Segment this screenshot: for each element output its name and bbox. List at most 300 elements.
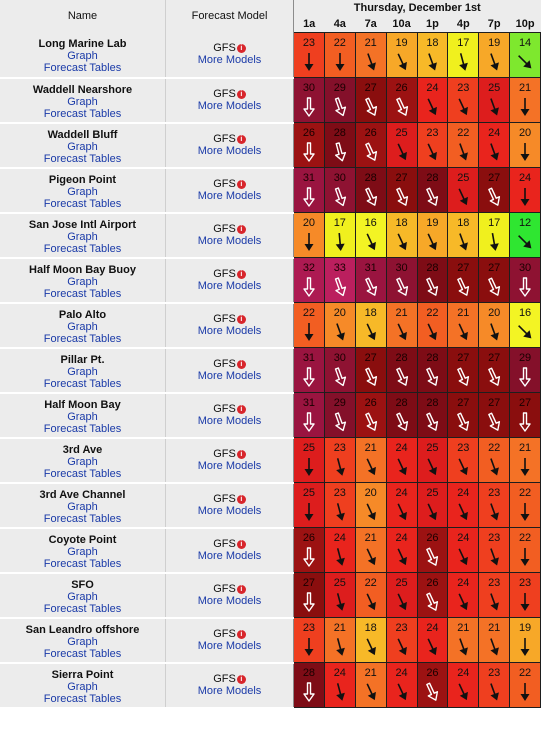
forecast-value: 24 bbox=[457, 667, 470, 679]
forecast-cell[interactable] bbox=[479, 123, 510, 168]
forecast-tables-link[interactable]: Forecast Tables bbox=[43, 512, 122, 525]
forecast-cell[interactable] bbox=[386, 573, 417, 618]
forecast-tables-link[interactable]: Forecast Tables bbox=[43, 242, 122, 255]
forecast-tables-link[interactable]: Forecast Tables bbox=[43, 107, 122, 120]
wind-direction-arrow-icon bbox=[299, 51, 319, 73]
graph-link[interactable]: Graph bbox=[67, 185, 98, 198]
wind-direction-arrow-icon bbox=[484, 51, 504, 73]
forecast-value: 28 bbox=[364, 172, 377, 184]
wind-direction-arrow-icon bbox=[330, 546, 350, 568]
forecast-value: 31 bbox=[302, 397, 316, 409]
info-icon[interactable]: i bbox=[237, 675, 246, 684]
forecast-cell[interactable] bbox=[448, 438, 479, 483]
forecast-value: 17 bbox=[457, 37, 470, 49]
forecast-cell[interactable] bbox=[417, 123, 448, 168]
wind-direction-arrow-icon bbox=[361, 681, 381, 703]
forecast-cell[interactable] bbox=[510, 303, 541, 348]
forecast-cell[interactable] bbox=[417, 303, 448, 348]
model-cell bbox=[166, 483, 294, 528]
forecast-value: 24 bbox=[333, 532, 346, 544]
forecast-value: 28 bbox=[426, 352, 439, 364]
wind-direction-arrow-icon bbox=[484, 276, 504, 298]
forecast-cell[interactable] bbox=[448, 168, 479, 213]
forecast-value: 31 bbox=[302, 172, 316, 184]
forecast-cell[interactable] bbox=[386, 168, 417, 213]
info-icon[interactable]: i bbox=[237, 90, 246, 99]
wind-direction-arrow-icon bbox=[392, 276, 412, 298]
more-models-link[interactable]: More Models bbox=[197, 594, 262, 607]
forecast-value: 19 bbox=[488, 37, 501, 49]
model-name: GFS bbox=[213, 87, 236, 100]
station-row bbox=[0, 303, 541, 348]
forecast-value: 16 bbox=[364, 217, 377, 229]
forecast-cell[interactable] bbox=[355, 348, 386, 393]
station-row bbox=[0, 438, 541, 483]
wind-direction-arrow-icon bbox=[484, 411, 504, 433]
forecast-value: 16 bbox=[518, 307, 532, 319]
forecast-cell[interactable] bbox=[510, 213, 541, 258]
info-icon[interactable]: i bbox=[237, 135, 246, 144]
forecast-value: 24 bbox=[457, 487, 470, 499]
forecast-cell[interactable] bbox=[386, 438, 417, 483]
forecast-cell[interactable] bbox=[417, 663, 448, 708]
wind-direction-arrow-icon bbox=[299, 681, 319, 703]
forecast-cell[interactable] bbox=[324, 528, 355, 573]
station-row bbox=[0, 663, 541, 708]
wind-direction-arrow-icon bbox=[484, 591, 504, 613]
forecast-cell[interactable] bbox=[417, 438, 448, 483]
forecast-cell[interactable] bbox=[448, 348, 479, 393]
forecast-cell[interactable] bbox=[386, 213, 417, 258]
wind-direction-arrow-icon bbox=[392, 591, 412, 613]
forecast-value: 22 bbox=[518, 487, 532, 499]
more-models-link[interactable]: More Models bbox=[197, 684, 262, 697]
wind-direction-arrow-icon bbox=[515, 411, 535, 433]
forecast-value: 30 bbox=[518, 262, 532, 274]
forecast-cell[interactable] bbox=[294, 663, 325, 708]
forecast-value: 22 bbox=[333, 37, 346, 49]
forecast-cell[interactable] bbox=[479, 618, 510, 663]
forecast-cell[interactable] bbox=[294, 438, 325, 483]
forecast-cell[interactable] bbox=[479, 303, 510, 348]
info-icon[interactable]: i bbox=[237, 450, 246, 459]
forecast-cell[interactable] bbox=[510, 618, 541, 663]
station-name-cell bbox=[0, 78, 166, 123]
wind-direction-arrow-icon bbox=[299, 321, 319, 343]
forecast-cell[interactable] bbox=[510, 663, 541, 708]
forecast-cell[interactable] bbox=[355, 573, 386, 618]
info-icon[interactable]: i bbox=[237, 585, 246, 594]
forecast-cell[interactable] bbox=[355, 438, 386, 483]
forecast-cell[interactable] bbox=[355, 393, 386, 438]
forecast-cell[interactable] bbox=[294, 303, 325, 348]
forecast-cell[interactable] bbox=[448, 123, 479, 168]
wind-direction-arrow-icon bbox=[392, 51, 412, 73]
forecast-cell[interactable] bbox=[324, 168, 355, 213]
more-models-link[interactable]: More Models bbox=[197, 234, 262, 247]
forecast-cell[interactable] bbox=[294, 348, 325, 393]
forecast-cell[interactable] bbox=[324, 303, 355, 348]
forecast-cell[interactable] bbox=[448, 663, 479, 708]
forecast-cell[interactable] bbox=[479, 258, 510, 303]
forecast-cell[interactable] bbox=[355, 123, 386, 168]
wind-direction-arrow-icon bbox=[422, 591, 442, 613]
forecast-cell[interactable] bbox=[417, 213, 448, 258]
forecast-cell[interactable] bbox=[510, 78, 541, 123]
forecast-cell[interactable] bbox=[324, 78, 355, 123]
forecast-cell[interactable] bbox=[386, 483, 417, 528]
forecast-cell[interactable] bbox=[510, 123, 541, 168]
forecast-tables-link[interactable]: Forecast Tables bbox=[43, 467, 122, 480]
forecast-value: 21 bbox=[457, 622, 470, 634]
time-header-4a: 4a bbox=[324, 16, 355, 33]
wind-direction-arrow-icon bbox=[361, 51, 381, 73]
graph-link[interactable]: Graph bbox=[67, 49, 98, 62]
wind-direction-arrow-icon bbox=[422, 501, 442, 523]
forecast-value: 23 bbox=[457, 442, 470, 454]
forecast-value: 21 bbox=[518, 442, 532, 454]
time-header-7a: 7a bbox=[355, 16, 386, 33]
forecast-cell[interactable] bbox=[448, 213, 479, 258]
wind-direction-arrow-icon bbox=[330, 186, 350, 208]
station-name-cell bbox=[0, 618, 166, 663]
forecast-tables-link[interactable]: Forecast Tables bbox=[43, 692, 122, 705]
forecast-cell[interactable] bbox=[448, 618, 479, 663]
wind-direction-arrow-icon bbox=[330, 96, 350, 118]
forecast-cell[interactable] bbox=[386, 33, 417, 78]
forecast-value: 25 bbox=[426, 442, 439, 454]
wind-direction-arrow-icon bbox=[330, 411, 350, 433]
graph-link[interactable]: Graph bbox=[67, 365, 98, 378]
graph-link[interactable]: Graph bbox=[67, 680, 98, 693]
forecast-cell[interactable] bbox=[479, 663, 510, 708]
more-models-link[interactable]: More Models bbox=[197, 99, 262, 112]
model-cell bbox=[166, 78, 294, 123]
forecast-cell[interactable] bbox=[355, 33, 386, 78]
forecast-cell[interactable] bbox=[479, 168, 510, 213]
forecast-cell[interactable] bbox=[510, 573, 541, 618]
forecast-value: 21 bbox=[364, 667, 377, 679]
graph-link[interactable]: Graph bbox=[67, 275, 98, 288]
graph-link[interactable]: Graph bbox=[67, 320, 98, 333]
forecast-cell[interactable] bbox=[324, 213, 355, 258]
forecast-cell[interactable] bbox=[417, 528, 448, 573]
forecast-tables-link[interactable]: Forecast Tables bbox=[43, 61, 122, 74]
forecast-cell[interactable] bbox=[417, 348, 448, 393]
graph-link[interactable]: Graph bbox=[67, 230, 98, 243]
forecast-cell[interactable] bbox=[386, 393, 417, 438]
wind-direction-arrow-icon bbox=[484, 501, 504, 523]
model-name: GFS bbox=[213, 312, 236, 325]
forecast-value: 26 bbox=[395, 82, 408, 94]
more-models-link[interactable]: More Models bbox=[197, 459, 262, 472]
forecast-value: 25 bbox=[302, 442, 316, 454]
graph-link[interactable]: Graph bbox=[67, 545, 98, 558]
forecast-cell[interactable] bbox=[417, 33, 448, 78]
info-icon[interactable]: i bbox=[237, 360, 246, 369]
forecast-value: 26 bbox=[302, 532, 316, 544]
info-icon[interactable]: i bbox=[237, 540, 246, 549]
forecast-cell[interactable] bbox=[417, 618, 448, 663]
forecast-cell[interactable] bbox=[324, 438, 355, 483]
wind-direction-arrow-icon bbox=[484, 456, 504, 478]
station-row bbox=[0, 33, 541, 78]
wind-direction-arrow-icon bbox=[361, 636, 381, 658]
forecast-cell[interactable] bbox=[479, 438, 510, 483]
forecast-cell[interactable] bbox=[417, 258, 448, 303]
time-header-10p: 10p bbox=[510, 16, 541, 33]
forecast-cell[interactable] bbox=[355, 528, 386, 573]
forecast-cell[interactable] bbox=[294, 483, 325, 528]
forecast-cell[interactable] bbox=[417, 78, 448, 123]
forecast-cell[interactable] bbox=[417, 483, 448, 528]
forecast-cell[interactable] bbox=[448, 78, 479, 123]
wind-direction-arrow-icon bbox=[392, 96, 412, 118]
wind-direction-arrow-icon bbox=[453, 276, 473, 298]
forecast-cell[interactable] bbox=[510, 168, 541, 213]
station-row bbox=[0, 483, 541, 528]
forecast-cell[interactable] bbox=[386, 78, 417, 123]
forecast-value: 22 bbox=[426, 307, 439, 319]
forecast-value: 27 bbox=[457, 262, 470, 274]
forecast-tables-link[interactable]: Forecast Tables bbox=[43, 377, 122, 390]
station-name: Long Marine Lab bbox=[38, 37, 127, 50]
more-models-link[interactable]: More Models bbox=[197, 144, 262, 157]
forecast-tables-link[interactable]: Forecast Tables bbox=[43, 287, 122, 300]
info-icon[interactable]: i bbox=[237, 180, 246, 189]
more-models-link[interactable]: More Models bbox=[197, 504, 262, 517]
model-cell bbox=[166, 258, 294, 303]
forecast-cell[interactable] bbox=[386, 528, 417, 573]
forecast-cell[interactable] bbox=[294, 168, 325, 213]
forecast-cell[interactable] bbox=[294, 573, 325, 618]
time-header-10a: 10a bbox=[386, 16, 417, 33]
forecast-cell[interactable] bbox=[294, 123, 325, 168]
forecast-tables-link[interactable]: Forecast Tables bbox=[43, 152, 122, 165]
forecast-cell[interactable] bbox=[448, 573, 479, 618]
forecast-value: 22 bbox=[457, 127, 470, 139]
wind-direction-arrow-icon bbox=[515, 546, 535, 568]
forecast-cell[interactable] bbox=[448, 528, 479, 573]
wind-direction-arrow-icon bbox=[453, 456, 473, 478]
forecast-cell[interactable] bbox=[324, 258, 355, 303]
forecast-tables-link[interactable]: Forecast Tables bbox=[43, 557, 122, 570]
wind-direction-arrow-icon bbox=[422, 51, 442, 73]
forecast-cell[interactable] bbox=[324, 348, 355, 393]
forecast-value: 27 bbox=[364, 82, 377, 94]
forecast-cell[interactable] bbox=[510, 438, 541, 483]
info-icon[interactable]: i bbox=[237, 630, 246, 639]
forecast-value: 30 bbox=[333, 352, 346, 364]
station-row bbox=[0, 573, 541, 618]
forecast-cell[interactable] bbox=[324, 33, 355, 78]
wind-direction-arrow-icon bbox=[330, 636, 350, 658]
forecast-cell[interactable] bbox=[479, 528, 510, 573]
forecast-cell[interactable] bbox=[386, 618, 417, 663]
station-name-cell bbox=[0, 168, 166, 213]
info-icon[interactable]: i bbox=[237, 270, 246, 279]
wind-direction-arrow-icon bbox=[515, 366, 535, 388]
forecast-cell[interactable] bbox=[417, 168, 448, 213]
forecast-cell[interactable] bbox=[479, 33, 510, 78]
forecast-value: 23 bbox=[302, 37, 316, 49]
graph-link[interactable]: Graph bbox=[67, 500, 98, 513]
forecast-cell[interactable] bbox=[355, 483, 386, 528]
forecast-cell[interactable] bbox=[324, 483, 355, 528]
forecast-value: 23 bbox=[333, 442, 346, 454]
time-header-7p: 7p bbox=[479, 16, 510, 33]
wind-direction-arrow-icon bbox=[330, 501, 350, 523]
forecast-value: 14 bbox=[518, 37, 532, 49]
forecast-tables-link[interactable]: Forecast Tables bbox=[43, 602, 122, 615]
forecast-cell[interactable] bbox=[448, 393, 479, 438]
info-icon[interactable]: i bbox=[237, 315, 246, 324]
forecast-cell[interactable] bbox=[355, 78, 386, 123]
graph-link[interactable]: Graph bbox=[67, 455, 98, 468]
forecast-value: 20 bbox=[488, 307, 501, 319]
forecast-cell[interactable] bbox=[294, 618, 325, 663]
forecast-value: 24 bbox=[426, 82, 439, 94]
forecast-cell[interactable] bbox=[417, 573, 448, 618]
forecast-tables-link[interactable]: Forecast Tables bbox=[43, 332, 122, 345]
forecast-cell[interactable] bbox=[386, 348, 417, 393]
forecast-cell[interactable] bbox=[324, 573, 355, 618]
model-cell bbox=[166, 168, 294, 213]
forecast-cell[interactable] bbox=[510, 528, 541, 573]
forecast-cell[interactable] bbox=[294, 213, 325, 258]
forecast-cell[interactable] bbox=[386, 123, 417, 168]
wind-direction-arrow-icon bbox=[392, 321, 412, 343]
forecast-cell[interactable] bbox=[355, 618, 386, 663]
station-rows bbox=[0, 33, 541, 708]
forecast-cell[interactable] bbox=[355, 213, 386, 258]
forecast-cell[interactable] bbox=[448, 33, 479, 78]
wind-direction-arrow-icon bbox=[299, 546, 319, 568]
station-row bbox=[0, 393, 541, 438]
forecast-cell[interactable] bbox=[355, 303, 386, 348]
wind-direction-arrow-icon bbox=[453, 501, 473, 523]
more-models-link[interactable]: More Models bbox=[197, 639, 262, 652]
forecast-cell[interactable] bbox=[510, 483, 541, 528]
more-models-link[interactable]: More Models bbox=[197, 549, 262, 562]
forecast-value: 29 bbox=[333, 397, 346, 409]
forecast-value: 25 bbox=[488, 82, 501, 94]
forecast-value: 21 bbox=[488, 622, 501, 634]
wind-direction-arrow-icon bbox=[453, 186, 473, 208]
forecast-value: 29 bbox=[333, 82, 346, 94]
wind-direction-arrow-icon bbox=[361, 276, 381, 298]
forecast-cell[interactable] bbox=[479, 573, 510, 618]
forecast-cell[interactable] bbox=[386, 258, 417, 303]
forecast-value: 27 bbox=[518, 397, 532, 409]
wind-direction-arrow-icon bbox=[330, 321, 350, 343]
wind-direction-arrow-icon bbox=[422, 681, 442, 703]
forecast-cell[interactable] bbox=[448, 303, 479, 348]
wind-direction-arrow-icon bbox=[515, 51, 535, 73]
forecast-cell[interactable] bbox=[510, 393, 541, 438]
forecast-cell[interactable] bbox=[294, 33, 325, 78]
more-models-link[interactable]: More Models bbox=[197, 53, 262, 66]
info-icon[interactable]: i bbox=[237, 495, 246, 504]
forecast-tables-link[interactable]: Forecast Tables bbox=[43, 647, 122, 660]
forecast-cell[interactable] bbox=[417, 393, 448, 438]
station-row bbox=[0, 258, 541, 303]
wind-direction-arrow-icon bbox=[392, 186, 412, 208]
forecast-cell[interactable] bbox=[479, 483, 510, 528]
forecast-cell[interactable] bbox=[355, 258, 386, 303]
wind-direction-arrow-icon bbox=[453, 546, 473, 568]
station-name: 3rd Ave Channel bbox=[39, 488, 126, 501]
station-row bbox=[0, 618, 541, 663]
info-icon[interactable]: i bbox=[237, 405, 246, 414]
graph-link[interactable]: Graph bbox=[67, 410, 98, 423]
graph-link[interactable]: Graph bbox=[67, 635, 98, 648]
forecast-cell[interactable] bbox=[355, 168, 386, 213]
graph-link[interactable]: Graph bbox=[67, 140, 98, 153]
wind-direction-arrow-icon bbox=[484, 231, 504, 253]
forecast-cell[interactable] bbox=[386, 663, 417, 708]
wind-direction-arrow-icon bbox=[361, 96, 381, 118]
forecast-cell[interactable] bbox=[324, 663, 355, 708]
graph-link[interactable]: Graph bbox=[67, 590, 98, 603]
more-models-link[interactable]: More Models bbox=[197, 189, 262, 202]
forecast-value: 12 bbox=[518, 217, 532, 229]
more-models-link[interactable]: More Models bbox=[197, 279, 262, 292]
forecast-value: 23 bbox=[488, 667, 501, 679]
forecast-cell[interactable] bbox=[355, 663, 386, 708]
info-icon[interactable]: i bbox=[237, 225, 246, 234]
wind-direction-arrow-icon bbox=[422, 411, 442, 433]
forecast-value: 17 bbox=[333, 217, 346, 229]
forecast-cell[interactable] bbox=[294, 258, 325, 303]
forecast-cell[interactable] bbox=[324, 393, 355, 438]
forecast-cell[interactable] bbox=[479, 393, 510, 438]
station-name: Pigeon Point bbox=[48, 173, 117, 186]
forecast-cell[interactable] bbox=[510, 258, 541, 303]
forecast-value: 22 bbox=[518, 667, 532, 679]
forecast-cell[interactable] bbox=[510, 348, 541, 393]
more-models-link[interactable]: More Models bbox=[197, 324, 262, 337]
forecast-value: 31 bbox=[302, 352, 316, 364]
more-models-link[interactable]: More Models bbox=[197, 414, 262, 427]
forecast-value: 23 bbox=[457, 82, 470, 94]
forecast-cell[interactable] bbox=[510, 33, 541, 78]
forecast-cell[interactable] bbox=[479, 348, 510, 393]
forecast-cell[interactable] bbox=[294, 528, 325, 573]
forecast-cell[interactable] bbox=[324, 618, 355, 663]
forecast-cell[interactable] bbox=[294, 78, 325, 123]
forecast-cell[interactable] bbox=[386, 303, 417, 348]
wind-direction-arrow-icon bbox=[453, 321, 473, 343]
forecast-tables-link[interactable]: Forecast Tables bbox=[43, 422, 122, 435]
forecast-cell[interactable] bbox=[479, 78, 510, 123]
graph-link[interactable]: Graph bbox=[67, 95, 98, 108]
forecast-cell[interactable] bbox=[294, 393, 325, 438]
wind-direction-arrow-icon bbox=[299, 141, 319, 163]
forecast-cell[interactable] bbox=[448, 258, 479, 303]
forecast-cell[interactable] bbox=[448, 483, 479, 528]
forecast-cell[interactable] bbox=[479, 213, 510, 258]
more-models-link[interactable]: More Models bbox=[197, 369, 262, 382]
forecast-value: 25 bbox=[457, 172, 470, 184]
forecast-cell[interactable] bbox=[324, 123, 355, 168]
station-row bbox=[0, 213, 541, 258]
info-icon[interactable]: i bbox=[237, 44, 246, 53]
forecast-value: 17 bbox=[488, 217, 501, 229]
forecast-tables-link[interactable]: Forecast Tables bbox=[43, 197, 122, 210]
model-name: GFS bbox=[213, 402, 236, 415]
forecast-value: 18 bbox=[364, 622, 377, 634]
